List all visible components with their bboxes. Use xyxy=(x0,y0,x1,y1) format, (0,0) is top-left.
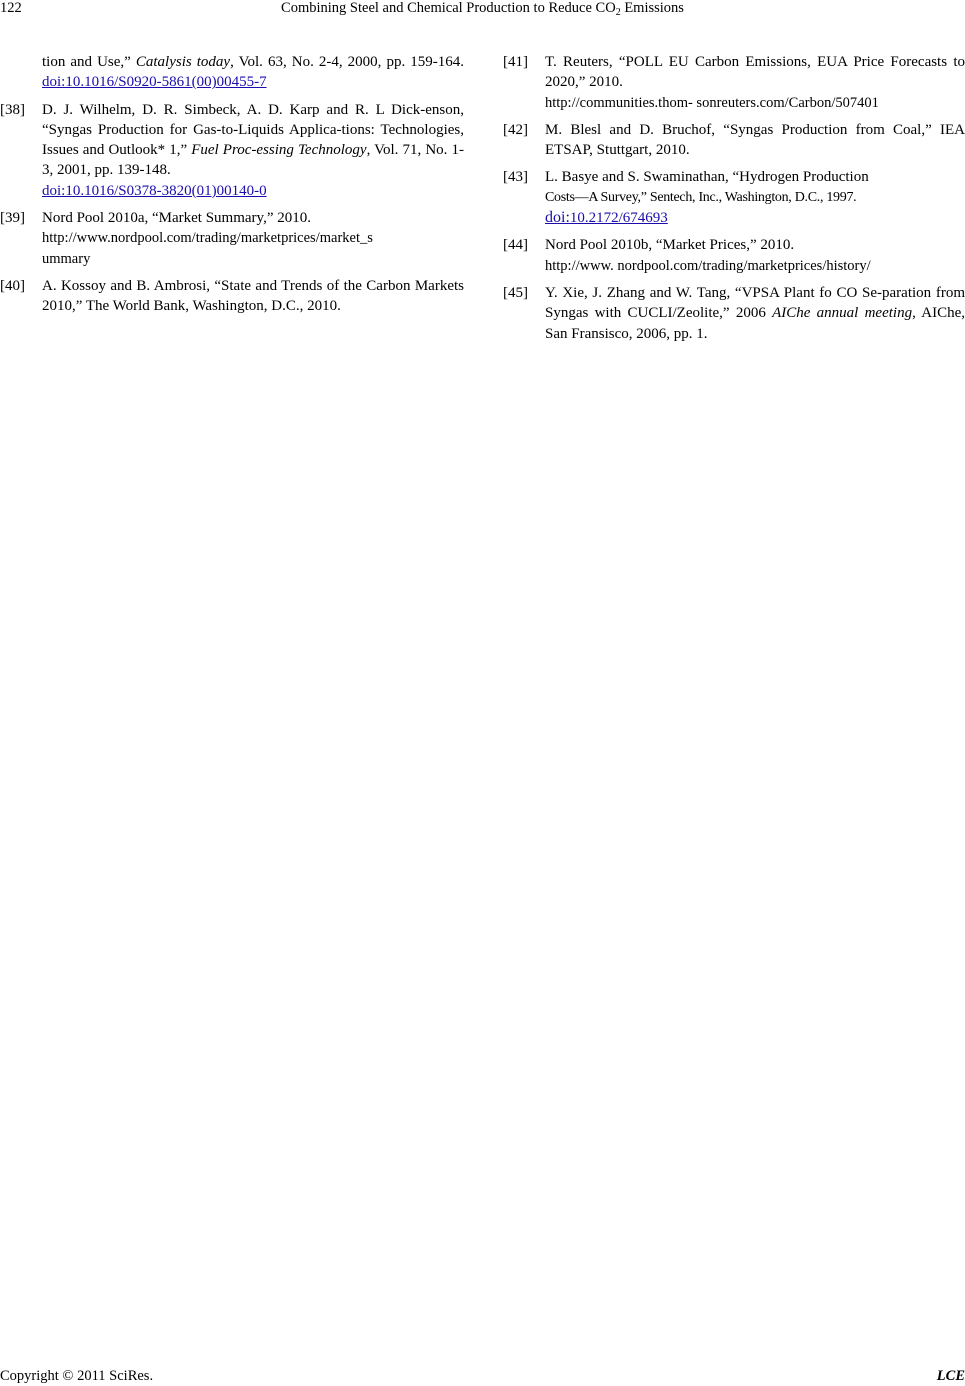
reference-41 xyxy=(503,52,965,113)
reference-39 xyxy=(0,208,464,269)
ref39-url-line-1[interactable]: http://www.nordpool.com/trading/marketprices/market_s xyxy=(42,230,373,247)
ref38-doi-link[interactable]: doi:10.1016/S0378-3820(01)00140-0 xyxy=(42,182,267,199)
ref45-number: [45] xyxy=(503,284,528,301)
ref38-details: , Vol. 71, No. 1-3, 2001, pp. 139-148. xyxy=(42,142,464,179)
ref45-details: , AIChe, San Fransisco, 2006, pp. 1. xyxy=(545,305,965,342)
ref45-venue: AIChe annual meeting xyxy=(772,305,913,322)
ref39-url-line-2[interactable]: ummary xyxy=(42,250,91,267)
ref43-doi-prefix[interactable]: doi: xyxy=(545,209,570,227)
running-title-text: Combining Steel and Chemical Production to Reduce CO xyxy=(281,0,616,16)
ref37-journal: Catalysis today xyxy=(135,54,231,70)
reference-42 xyxy=(503,120,965,161)
ref41-number: [41] xyxy=(503,54,528,70)
ref44-number: [44] xyxy=(503,237,528,254)
ref38-number: [38] xyxy=(0,101,25,118)
left-column xyxy=(0,52,464,317)
reference-37-continued xyxy=(0,52,464,93)
ref39-text: Nord Pool 2010a, “Market Summary,” 2010. xyxy=(42,210,311,227)
running-title-subscript: 2 xyxy=(615,7,621,18)
ref37-text: tion and Use,” xyxy=(42,54,136,70)
ref44-text: Nord Pool 2010b, “Market Prices,” 2010. xyxy=(545,237,795,254)
ref43-text-line-1: L. Basye and S. Swaminathan, “Hydrogen Production xyxy=(545,169,869,186)
copyright-notice: Copyright © 2011 SciRes. xyxy=(0,1368,154,1384)
ref38-text: D. J. Wilhelm, D. R. Simbeck, A. D. Karp and R. L Dick-enson, “Syngas Production for Gas-to-Liquids Applica-tions: Technologies, Issues and Outlook* 1,” xyxy=(42,101,464,159)
ref44-url[interactable]: http://www. nordpool.com/trading/marketprices/history/ xyxy=(545,257,871,274)
ref41-url[interactable]: http://communities.thom- sonreuters.com/Carbon/507401 xyxy=(545,94,879,111)
ref40-text: A. Kossoy and B. Ambrosi, “State and Trends of the Carbon Markets 2010,” The World Bank, Washington, D.C., 2010. xyxy=(42,277,464,315)
ref43-doi-link[interactable]: 10.2172/674693 xyxy=(569,210,668,227)
ref37-doi-link[interactable]: doi:10.1016/S0920-5861(00)00455-7 xyxy=(42,74,267,91)
reference-44 xyxy=(503,235,965,276)
ref37-details: , Vol. 63, No. 2-4, 2000, pp. xyxy=(230,54,406,70)
ref40-number: [40] xyxy=(0,277,25,294)
ref42-number: [42] xyxy=(503,121,528,138)
ref37-pages: 159-164. xyxy=(410,54,465,70)
ref42-text: M. Blesl and D. Bruchof, “Syngas Production from Coal,” IEA ETSAP, Stuttgart, 2010. xyxy=(545,121,965,159)
right-column xyxy=(503,52,965,344)
reference-40 xyxy=(0,276,464,317)
ref39-number: [39] xyxy=(0,210,25,227)
ref41-text: T. Reuters, “POLL EU Carbon Emissions, EUA Price Forecasts to 2020,” 2010. xyxy=(545,54,965,91)
ref43-number: [43] xyxy=(503,169,528,186)
ref38-journal: Fuel Proc-essing Technology xyxy=(191,142,367,159)
reference-38 xyxy=(0,100,464,201)
journal-abbreviation: LCE xyxy=(936,1368,965,1384)
reference-43 xyxy=(503,167,965,228)
reference-45 xyxy=(503,283,965,344)
ref45-text: Y. Xie, J. Zhang and W. Tang, “VPSA Plant fo CO Se-paration from Syngas with CUCLI/Zeolite,” 2006 xyxy=(545,284,965,322)
page-number: 122 xyxy=(0,0,22,16)
running-title xyxy=(0,0,965,16)
ref43-text-line-2: Costs—A Survey,” Sentech, Inc., Washington, D.C., 1997. xyxy=(545,189,857,205)
running-title-tail: Emissions xyxy=(620,0,684,16)
page-header xyxy=(0,0,965,20)
